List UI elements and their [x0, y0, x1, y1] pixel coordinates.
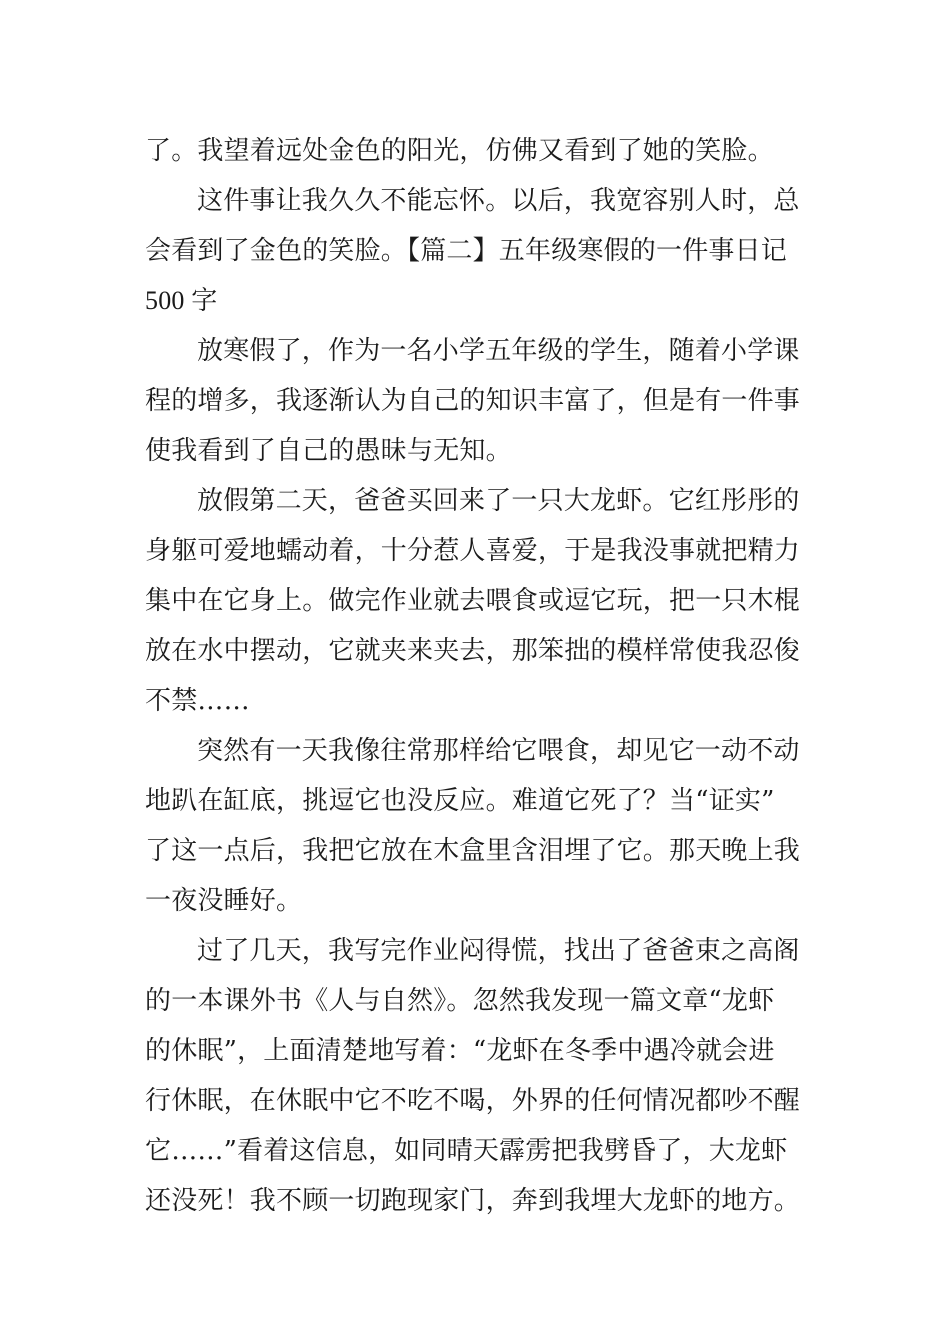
text-line: 身躯可爱地蠕动着，十分惹人喜爱，于是我没事就把精力 — [145, 536, 801, 566]
paragraph-start-line: 放寒假了，作为一名小学五年级的学生，随着小学课 — [197, 336, 800, 366]
paragraph-start-line: 这件事让我久久不能忘怀。以后，我宽容别人时，总 — [197, 186, 800, 216]
text-line: 它……”看着这信息，如同晴天霹雳把我劈昏了，大龙虾 — [145, 1136, 788, 1166]
text-line: 地趴在缸底，挑逗它也没反应。难道它死了？当“证实” — [145, 786, 775, 816]
text-line: 的休眠”，上面清楚地写着：“龙虾在冬季中遇冷就会进 — [145, 1036, 775, 1066]
text-line: 500 字 — [145, 286, 218, 315]
text-line: 了这一点后，我把它放在木盒里含泪埋了它。那天晚上我 — [145, 836, 801, 866]
paragraph-start-line: 突然有一天我像往常那样给它喂食，却见它一动不动 — [197, 736, 800, 766]
text-line: 程的增多，我逐渐认为自己的知识丰富了，但是有一件事 — [145, 386, 801, 416]
text-line: 会看到了金色的笑脸。【篇二】五年级寒假的一件事日记 — [145, 236, 788, 266]
text-line: 放在水中摆动，它就夹来夹去，那笨拙的模样常使我忍俊 — [145, 636, 801, 666]
text-line: 一夜没睡好。 — [145, 886, 303, 916]
text-line: 还没死！我不顾一切跑现家门，奔到我埋大龙虾的地方。 — [145, 1186, 801, 1216]
text-line: 使我看到了自己的愚昧与无知。 — [145, 436, 512, 466]
text-line: 的一本课外书《人与自然》。忽然我发现一篇文章“龙虾 — [145, 986, 775, 1016]
text-line: 行休眠，在休眠中它不吃不喝，外界的任何情况都吵不醒 — [145, 1086, 801, 1116]
paragraph-start-line: 放假第二天，爸爸买回来了一只大龙虾。它红彤彤的 — [197, 486, 800, 516]
paragraph-start-line: 过了几天，我写完作业闷得慌，找出了爸爸束之高阁 — [197, 936, 800, 966]
text-line: 集中在它身上。做完作业就去喂食或逗它玩，把一只木棍 — [145, 586, 801, 616]
text-line: 不禁…… — [145, 686, 250, 716]
text-line: 了。我望着远处金色的阳光，仿佛又看到了她的笑脸。 — [145, 136, 774, 166]
